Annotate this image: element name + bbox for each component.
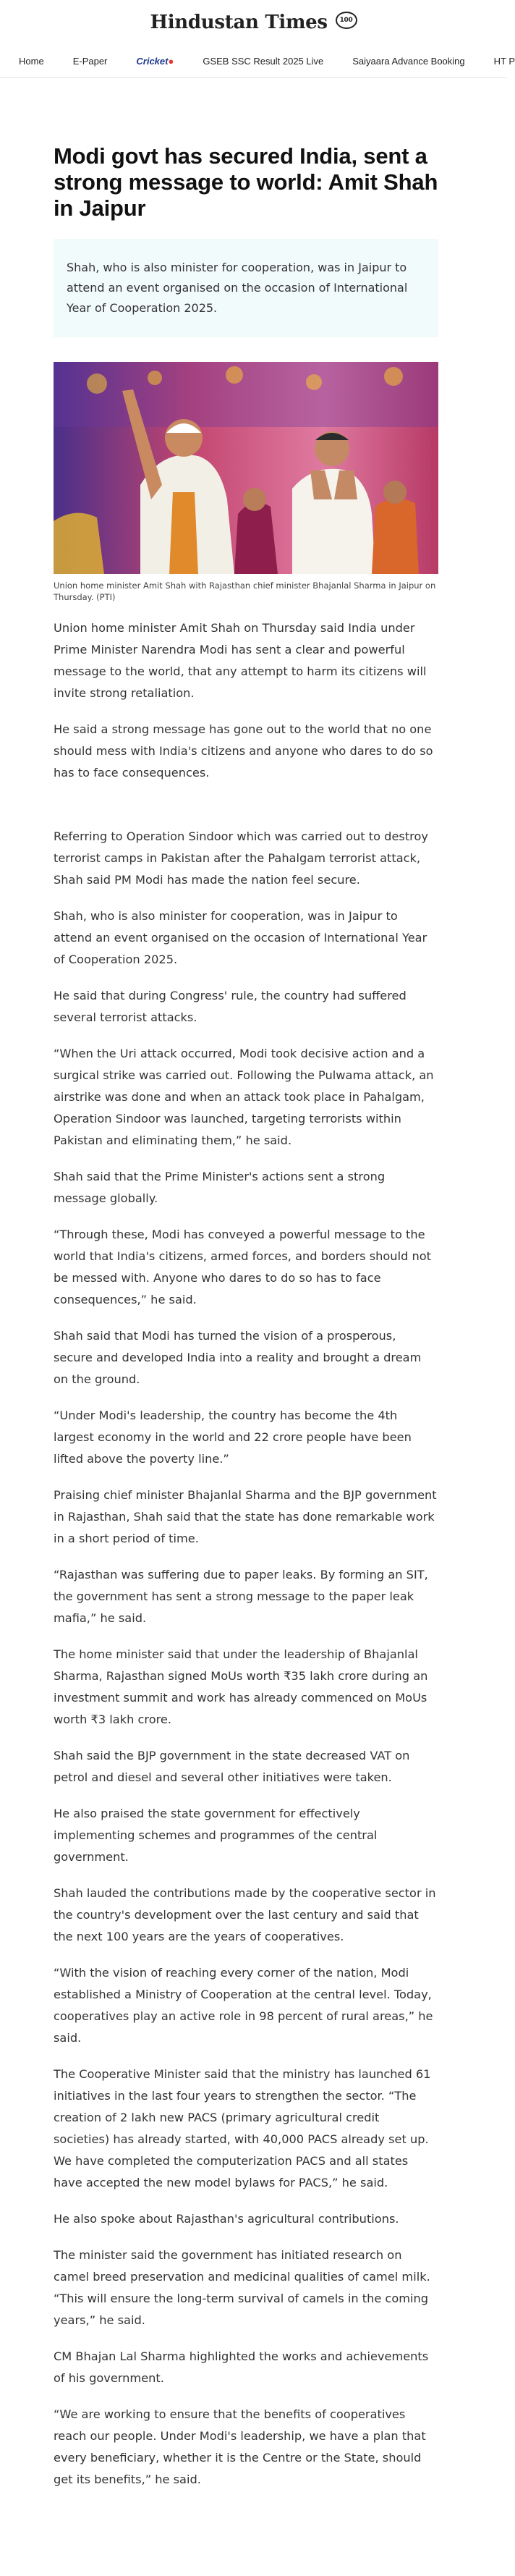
article-paragraph: CM Bhajan Lal Sharma highlighted the works and achievements of his government. — [54, 2349, 429, 2385]
article-paragraph: Shah lauded the contributions made by the cooperative sector in the country's development over the last century and said that the next 100 years are the years of cooperatives. — [54, 1886, 436, 1943]
image-caption: Union home minister Amit Shah with Rajasthan chief minister Bhajanlal Sharma in Jaipur on Thursday. (PTI) — [54, 580, 436, 602]
article-paragraph: “When the Uri attack occurred, Modi took decisive action and a surgical strike was carried out. Following the Pulwama attack, an airstrike was done and when an attack took place in Pahalgam, Operation Sindoor was launched, targeting terrorists within Pakistan and eliminating them,” he said. — [54, 1047, 434, 1147]
nav-item-epaper[interactable]: E-Paper — [72, 56, 108, 67]
article-paragraph: He said that during Congress' rule, the country had suffered several terrorist attacks. — [54, 989, 407, 1024]
nav-item-cricket[interactable] — [136, 56, 174, 67]
article-paragraph: “Through these, Modi has conveyed a powerful message to the world that India's citizens, armed forces, and borders should not be messed with. Anyone who dares to do so has to face consequences,” he said. — [54, 1228, 431, 1306]
article-paragraph: Praising chief minister Bhajanlal Sharma and the BJP government in Rajasthan, Shah said that the state has done remarkable work in a short period of time. — [54, 1488, 437, 1545]
article-headline: Modi govt has secured India, sent a strong message to world: Amit Shah in Jaipur — [54, 143, 438, 221]
article-paragraph: “We are working to ensure that the benefits of cooperatives reach our people. Under Modi's leadership, we have a plan that every beneficiary, whether it is the Centre or the State, should get its benefits,” he said. — [54, 2407, 426, 2486]
cricket-logo: Cricket — [136, 56, 169, 67]
article-paragraph: Union home minister Amit Shah on Thursday said India under Prime Minister Narendra Modi has sent a clear and powerful message to the world, that any attempt to harm its citizens will invite strong retaliation. — [54, 621, 427, 700]
article-paragraph: Shah said the BJP government in the state decreased VAT on petrol and diesel and several other initiatives were taken. — [54, 1749, 410, 1784]
article-paragraph: The Cooperative Minister said that the ministry has launched 61 initiatives in the last four years to strengthen the sector. “The creation of 2 lakh new PACS (primary agricultural credit societies) has already started, with 40,000 PACS already set up. We have completed the computerization PACS and all states have accepted the new model bylaws for PACS,” he said. — [54, 2067, 431, 2189]
cricket-logo-icon: ● — [168, 56, 174, 67]
nav-item-gseb-result[interactable]: GSEB SSC Result 2025 Live — [203, 56, 324, 67]
article-summary: Shah, who is also minister for cooperation, was in Jaipur to attend an event organised on the occasion of International Year of Cooperation 2025. — [67, 261, 408, 315]
article-paragraph: He also praised the state government for effectively implementing schemes and programmes of the central government. — [54, 1807, 378, 1864]
article — [54, 143, 438, 2491]
article-paragraph: The home minister said that under the leadership of Bhajanlal Sharma, Rajasthan signed MoUs worth ₹35 lakh crore during an investment summit and work has already commenced on MoUs worth ₹3 lakh crore. — [54, 1647, 428, 1726]
article-paragraph: He also spoke about Rajasthan's agricultural contributions. — [54, 2212, 399, 2226]
article-paragraph: Shah said that the Prime Minister's actions sent a strong message globally. — [54, 1170, 386, 1205]
hero-photo-illustration — [54, 362, 438, 574]
article-paragraph: “With the vision of reaching every corner of the nation, Modi established a Ministry of Cooperation at the central level. Today, cooperatives play an active role in 98 percent of rural areas,” he said. — [54, 1966, 433, 2045]
masthead — [0, 0, 507, 45]
logo-badge-icon: 100 — [336, 12, 357, 29]
article-paragraph: The minister said the government has initiated research on camel breed preservation and medicinal qualities of camel milk. “This will ensure the long-term survival of camels in the coming years,” he said. — [54, 2248, 430, 2327]
article-hero-image[interactable] — [54, 362, 438, 574]
article-summary-box — [54, 239, 438, 337]
logo-text[interactable]: Hindustan Times — [150, 12, 328, 33]
article-paragraph: Referring to Operation Sindoor which was carried out to destroy terrorist camps in Pakistan after the Pahalgam terrorist attack, Shah said PM Modi has made the nation feel secure. — [54, 829, 428, 887]
site-logo[interactable] — [150, 12, 357, 33]
article-body — [54, 617, 438, 2491]
top-nav — [0, 45, 515, 78]
article-paragraph: “Under Modi's leadership, the country has become the 4th largest economy in the world and 22 crore people have been lifted above the poverty line.” — [54, 1409, 412, 1466]
nav-item-home[interactable]: Home — [19, 56, 44, 67]
article-paragraph: Shah said that Modi has turned the vision of a prosperous, secure and developed India into a reality and brought a dream on the ground. — [54, 1329, 422, 1386]
article-paragraph: He said a strong message has gone out to the world that no one should mess with India's citizens and anyone who dares to do so has to face consequences. — [54, 722, 433, 780]
article-paragraph: Shah, who is also minister for cooperation, was in Jaipur to attend an event organised on the occasion of International Year of Cooperation 2025. — [54, 909, 427, 966]
nav-item-ht-p[interactable]: HT P — [493, 56, 515, 67]
nav-item-saiyaara-booking[interactable]: Saiyaara Advance Booking — [352, 56, 465, 67]
article-paragraph: “Rajasthan was suffering due to paper leaks. By forming an SIT, the government has sent a strong message to the paper leak mafia,” he said. — [54, 1568, 428, 1625]
